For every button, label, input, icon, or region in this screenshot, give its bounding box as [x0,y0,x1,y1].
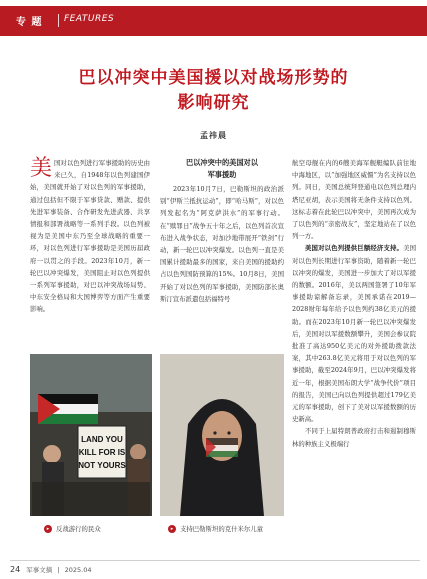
caption-arrow-icon: ▸ [168,525,176,533]
body-text-col3-b: 美国对以色列长期进行军事资助，随着新一轮巴以冲突的爆发，美国进一步加大了对以军援的数额。2016年，美以两国签署了10年军事援助谅解备忘录，美国承诺在2019—2028财年每年给予以色列约38亿美元的援助。而在2023年10月新一轮巴以冲突爆发后，美国对以军援数额攀升，美国会参议院批准了高达950亿美元的对外援助拨款法案，其中263.8亿美元将用于对以色列的军事援助，截至2024年9月，巴以冲突爆发将近一年，根据美国布朗大学“战争代价”项目的报告，美国已向以色列提供超过179亿美元的军事援助，创下了美对以军援数额的历史新高。 [292,244,417,424]
section-label-en: FEATURES [64,14,115,24]
subhead-2-paragraph [292,242,416,425]
body-column-3 [292,157,416,450]
child-illustration [160,354,284,516]
photo1-caption [44,524,101,533]
photo2-caption [168,524,263,533]
body-column-2 [160,157,284,305]
section-divider [58,14,59,27]
photo1-caption-text: 反战游行的民众 [56,525,101,533]
footer-rule [10,560,420,561]
sign-text-2: KILL FOR IS [78,448,126,457]
subhead-1-line1: 巴以冲突中的美国对以 [186,158,258,167]
section-header [0,0,427,44]
article-title-line2: 影响研究 [177,93,250,113]
caption-arrow-icon: ▸ [44,525,52,533]
article-title-line1: 巴以冲突中美国援以对战场形势的 [78,68,349,88]
body-text-col3-a: 航空母舰在内的6艘美海军舰艇编队前往地中海地区，以“加强地区威慑”为名支持以色列。同日，美国总统拜登通电以色列总理内塔尼亚胡，表示美国将无条件支持以色列。这标志着在此轮巴以冲突中，美国再次成为了以色列的“亲密战友”，坚定地站在了以色列一方。 [292,159,416,241]
drop-cap: 美 [30,156,53,181]
sign-text-3: NOT YOURS [78,461,126,470]
body-text-col3-c: 不同于上届特朗普政府打击和遏制穆斯林的种族主义极端行 [292,427,416,448]
photo2-caption-text: 支持巴勒斯坦的克什米尔儿童 [180,525,264,533]
page-number: 24 [10,565,21,574]
sign-text-1: LAND YOU [81,435,123,444]
body-text-col2: 2023年10月7日，巴勒斯坦的政治派别“伊斯兰抵抗运动”，即“哈马斯”，对以色列发起名为“阿克萨洪水”的军事行动。在“赎罪日”战争五十年之后，以色列首次宣布进入战争状态，对加沙地带展开“铁剑”行动，新一轮巴以冲突爆发。以色列一直是美国累计援助最多的国家，来自美国的援助约占以色列国防预算的15%。10月8日，美国开始了对以色列的军事援助，美国防部长奥斯汀宣布派遣包括福特号 [160,185,284,303]
issue-number: 2025.04 [64,566,92,574]
body-column-1 [30,157,150,316]
protest-illustration [30,354,152,516]
publication-name: 军事文摘 [26,566,53,574]
subhead-2: 美国对以色列提供巨额经济支持。 [305,244,404,253]
footer-divider: | [57,566,60,574]
palestine-flag [38,394,98,424]
subhead-1-line2: 军事援助 [207,170,237,179]
article-author: 孟祎晨 [200,130,227,140]
section-label-cn: 专 题 [16,17,43,28]
protest-photo [30,354,152,516]
child-photo [160,354,284,516]
page-footer [10,565,92,574]
body-text-col1: 国对以色列进行军事援助的历史由来已久，自1948年以色列建国伊始，美国就开始了对以色列的军事援助，通过包括但不限于军事贷款、赠款、提供先进军事装备、合作研发先进武器、共享情报和部署战略等一系列手段。以色列被视为是美国中东乃至全球战略的重要一环，对以色列进行军事援助是美国历届政府一以贯之的手段。2023年10月，新一轮巴以冲突爆发，美国阻止对以色列提供一系列军事援助，对巴以冲突战场局势、中东安全格局和大国博弈等方面产生重要影响。 [30,159,150,314]
